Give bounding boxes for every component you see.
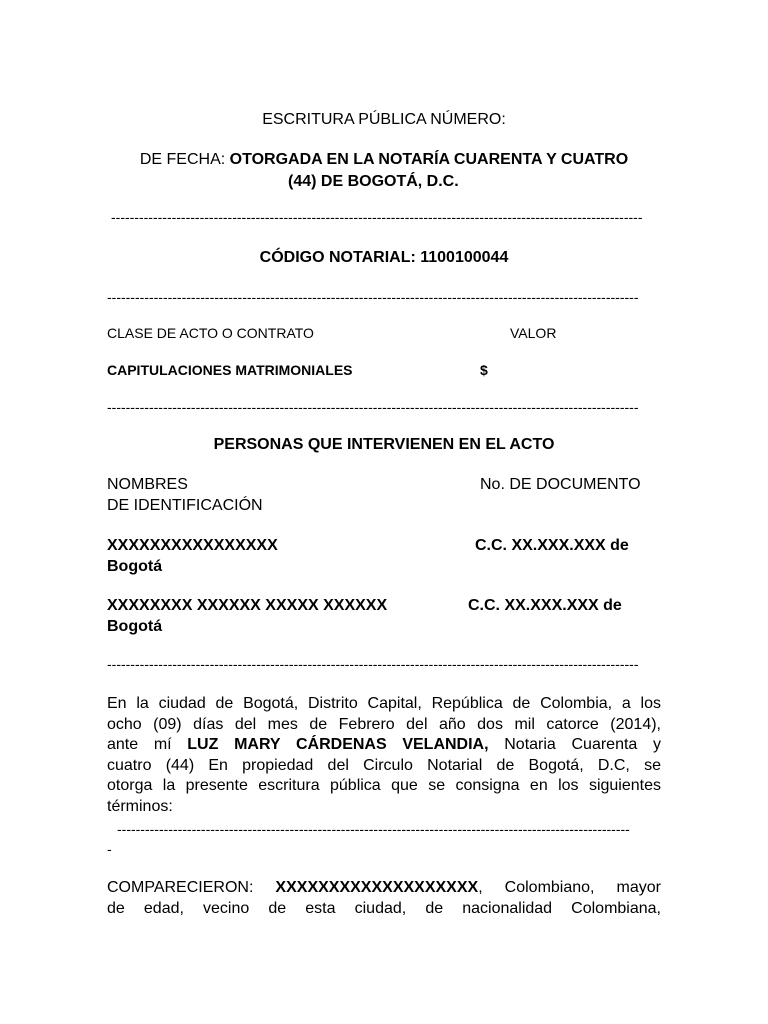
opening-paragraph [107,694,661,818]
separator-tail: - [107,841,112,857]
person-document: C.C. XX.XXX.XXX de [468,597,622,614]
paragraph-line: términos: [107,797,173,815]
document-column-header: No. DE DOCUMENTO [480,476,641,493]
separator: ------------------------------------------------------------------------------------------------------------------ [107,399,639,415]
deed-number-title: ESCRITURA PÚBLICA NÚMERO: [262,111,506,128]
paragraph-line [107,735,661,756]
act-value-header: VALOR [510,325,557,341]
paragraph-text: COMPARECIERON: [107,879,276,896]
person-name: XXXXXXXX XXXXXX XXXXX XXXXXX [107,597,388,614]
names-column-header: NOMBRES [107,476,188,493]
person-document-city: Bogotá [107,558,163,575]
paragraph-text: ante mí [107,736,188,754]
person-document-city: Bogotá [107,618,163,635]
act-type-header: CLASE DE ACTO O CONTRATO [107,325,314,341]
deed-date-notary-cont: (44) DE BOGOTÁ, D.C. [288,173,459,190]
paragraph-line: otorga la presente escritura pública que se consigna en los siguientes [107,777,661,795]
paragraph-line: En la ciudad de Bogotá, Distrito Capital, República de Colombia, a los [107,695,661,712]
paragraph-line: cuatro (44) En propiedad del Circulo Notarial de Bogotá, D.C, se [107,756,661,774]
act-value: $ [480,362,488,378]
notary-name: LUZ MARY CÁRDENAS VELANDIA, [187,736,489,754]
person-name: XXXXXXXXXXXXXXXX [107,537,278,554]
names-column-header-cont: DE IDENTIFICACIÓN [107,497,263,514]
paragraph-text: , Colombiano, mayor [478,879,661,896]
separator: ------------------------------------------------------------------------------------------------------------------ [107,656,639,672]
act-type: CAPITULACIONES MATRIMONIALES [107,362,353,378]
appearance-paragraph [107,878,661,919]
paragraph-line [107,878,661,899]
paragraph-line: ocho (09) días del mes de Febrero del año dos mil catorce (2014), [107,715,661,733]
persons-heading: PERSONAS QUE INTERVIENEN EN EL ACTO [213,436,555,453]
notarial-code: CÓDIGO NOTARIAL: 1100100044 [259,249,509,266]
appearing-party-name: XXXXXXXXXXXXXXXXXXX [275,879,479,896]
paragraph-line: de edad, vecino de esta ciudad, de nacionalidad Colombiana, [107,899,661,917]
person-document: C.C. XX.XXX.XXX de [475,537,629,554]
separator: ------------------------------------------------------------------------------------------------------------------ [111,209,643,225]
deed-date-label: DE FECHA: [139,151,230,168]
paragraph-text: Notaria Cuarenta y [488,736,661,754]
deed-date-notary: OTORGADA EN LA NOTARÍA CUARENTA Y CUATRO [229,151,629,168]
separator: ------------------------------------------------------------------------------------------------------------------ [107,289,639,305]
deed-date-line [0,151,768,169]
separator: -------------------------------------------------------------------------------------------------------------- [117,821,630,837]
